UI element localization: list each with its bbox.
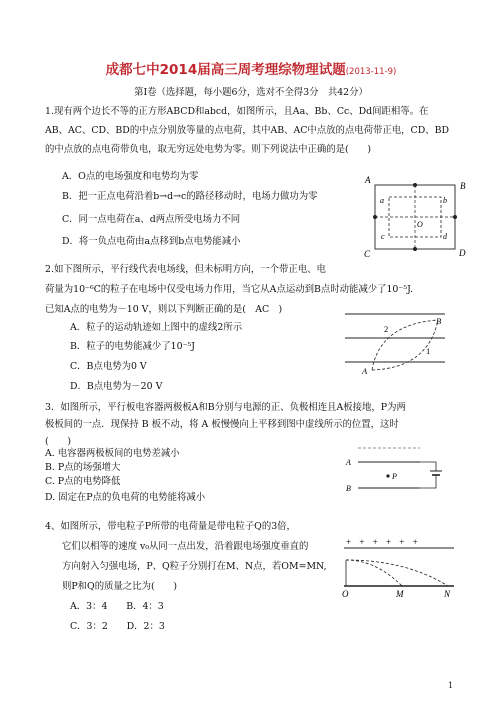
section-header: 第Ⅰ卷（选择题，每小题6分，选对不全得3分 共42分） (134, 87, 368, 98)
q2-line-3: 已知A点的电势为－10 V，则以下判断正确的是( AC ) (45, 304, 283, 315)
fig1-label-O: O (417, 220, 423, 229)
q3-line-3: ( ) (45, 436, 72, 447)
q4-line-2: 它们以相等的速度 v₀从同一点出发，沿着跟电场强度垂直的 (62, 541, 309, 552)
q3-option-c: C. P点的电势降低 (45, 476, 121, 487)
q3-figure (340, 440, 455, 504)
fig1-label-A: A (365, 175, 371, 185)
q3-option-a: A. 电容器两极板间的电势差减小 (45, 448, 180, 459)
fig3-label-A: A (346, 458, 351, 467)
q4-option-ab: A．3：4 B．4：3 (70, 601, 164, 612)
fig2-label-B: B (436, 316, 442, 326)
fig4-label-N: N (444, 589, 451, 599)
q3-line-1: 3．如图所示，平行板电容器两极板A和B分别与电源的正、负极相连且A板接地，P为两 (45, 402, 406, 413)
page-number: 1 (448, 681, 454, 690)
q1-option-b: B．把一正点电荷沿着b→d→c的路径移动时，电场力做功为零 (62, 191, 318, 202)
q2-line-2: 荷量为10⁻⁶C的粒子在电场中仅受电场力作用，当它从A点运动到B点时动能减少了10⁻⁵J. (45, 284, 414, 295)
fig2-label-A: A (362, 366, 368, 376)
fig1-label-b: b (443, 196, 447, 205)
q2-option-d: D．B点电势为－20 V (70, 381, 163, 392)
q3-line-2: 极板间的一点．现保持 B 板不动，将 A 板慢慢向上平移到图中虚线所示的位置，这时 (45, 419, 399, 430)
q2-figure (340, 308, 450, 380)
fig1-label-c: c (381, 232, 385, 241)
fig3-label-P: P (392, 472, 397, 481)
exam-title (0, 58, 502, 78)
fig1-label-B: B (460, 181, 466, 191)
q1-line-1: 1.现有两个边长不等的正方形ABCD和abcd，如图所示，且Aa、Bb、Cc、Dd间距相等。在 (45, 106, 429, 117)
q4-line-1: 4、如图所示，带电粒子P所带的电荷量是带电粒子Q的3倍， (45, 521, 296, 532)
fig3-label-B: B (346, 484, 351, 493)
q4-line-4: 则P和Q的质量之比为( ) (62, 581, 178, 592)
fig1-label-d: d (443, 232, 447, 241)
fig1-label-a: a (380, 196, 384, 205)
fig4-plus-charges: + + + + + + (346, 537, 421, 547)
fig2-label-2: 2 (384, 324, 389, 334)
q3-option-b: B. P点的场强增大 (45, 462, 121, 473)
fig4-label-M: M (396, 589, 404, 599)
q2-option-a: A．粒子的运动轨迹如上图中的虚线2所示 (70, 322, 243, 333)
q1-option-d: D．将一负点电荷由a点移到b点电势能减小 (62, 236, 241, 247)
q2-option-c: C．B点电势为0 V (70, 361, 147, 372)
fig4-label-O: O (342, 589, 349, 599)
q3-option-d: D. 固定在P点的负电荷的电势能将减小 (45, 492, 206, 503)
q4-figure (336, 534, 460, 600)
q2-line-1: 2.如下图所示，平行线代表电场线，但未标明方向，一个带正电、电 (45, 264, 326, 275)
q1-option-a: A．O点的电场强度和电势均为零 (62, 171, 199, 182)
fig1-label-C: C (364, 249, 371, 259)
fig1-label-D: D (459, 248, 466, 258)
q1-option-c: C．同一点电荷在a、d两点所受电场力不同 (62, 214, 241, 225)
q1-figure (362, 172, 472, 260)
exam-date: (2013-11-9) (345, 67, 397, 77)
exam-title-main: 成都七中2014届高三周考理综物理试题 (105, 62, 346, 78)
q2-option-b: B．粒子的电势能减少了10⁻⁵J (70, 341, 196, 352)
q1-line-2: AB、AC、CD、BD的中点分别放等量的点电荷，其中AB、AC中点放的点电荷带正电，CD、BD (45, 125, 450, 136)
q4-option-cd: C．3：2 D．2：3 (70, 621, 165, 632)
fig2-label-1: 1 (426, 346, 431, 356)
q1-line-3: 的中点放的点电荷带负电，取无穷远处电势为零。则下列说法中正确的是( ) (45, 144, 372, 155)
q4-line-3: 方向射入匀强电场，P、Q粒子分别打在M、N点，若OM=MN, (62, 561, 327, 572)
